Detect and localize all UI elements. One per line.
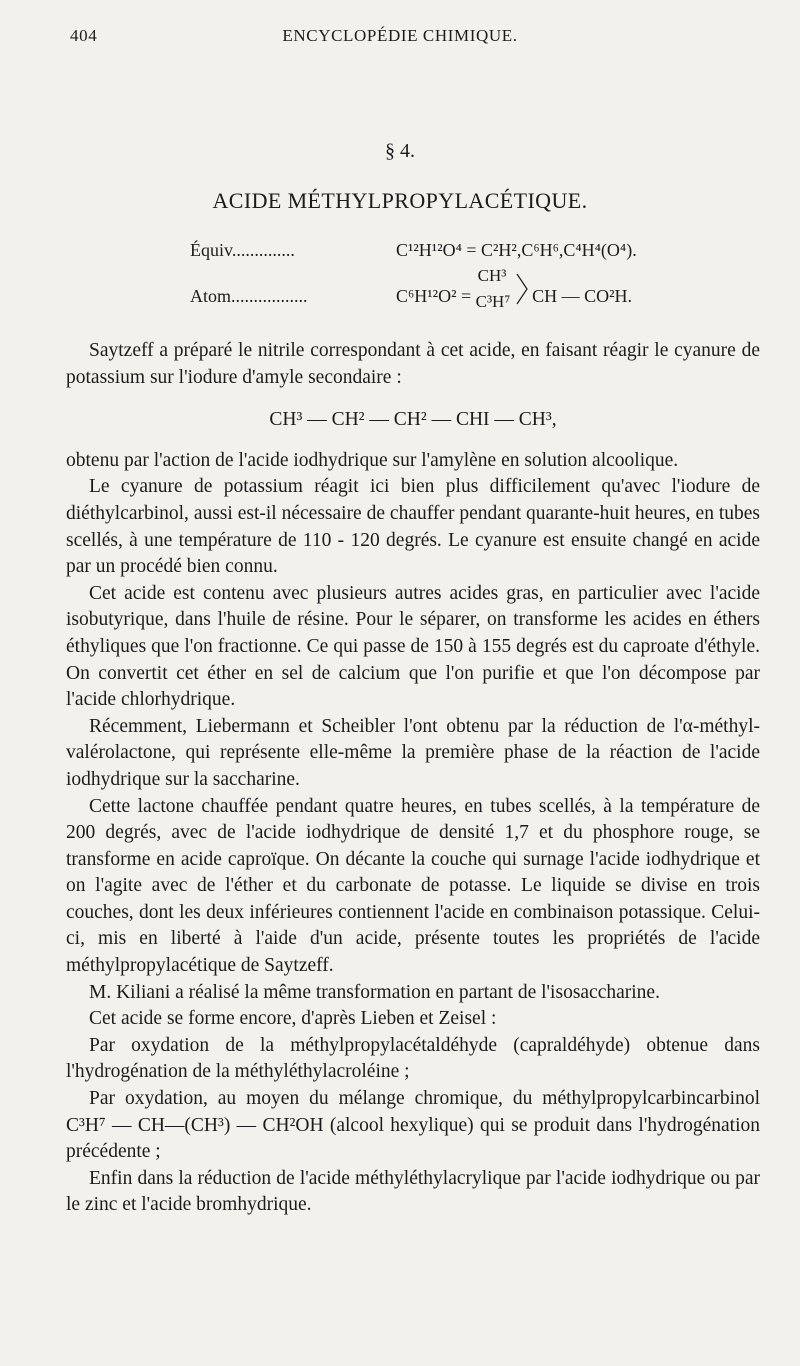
body-text xyxy=(66,338,760,1219)
section-number: § 4. xyxy=(385,140,415,162)
paragraph: M. Kiliani a réalisé la même transformation en partant de l'isosaccharine. xyxy=(89,981,660,1003)
paragraph: Cette lactone chauffée pendant quatre heures, en tubes scellés, à la température de 200 degrés, avec de l'acide iodhydrique de densité 1,7 et du phosphore rouge, se transforme en acide caproïque. On décante la couche qui surnage l'acide iodhydrique et on l'agite avec de l'éther et du carbonate de potasse. Le liquide se divise en trois couches, dont les deux inférieures contiennent l'acide en combinaison potassique. Celui-ci, mis en liberté à l'aide d'un acide, présente toutes les propriétés de l'acide méthylpropylacétique de Saytzeff. xyxy=(66,795,760,977)
chapter-title: ACIDE MÉTHYLPROPYLACÉTIQUE. xyxy=(212,188,588,213)
formula-equiv-row xyxy=(190,240,637,261)
page-number: 404 xyxy=(70,26,98,45)
paragraph: Cet acide se forme encore, d'après Lieben et Zeisel : xyxy=(89,1008,497,1030)
branch-top-group: CH³ xyxy=(477,266,507,285)
branch-bracket-icon xyxy=(516,272,528,306)
paragraph: Récemment, Liebermann et Scheibler l'ont obtenu par la réduction de l'α-méthyl-valérolactone, qui représente elle-même la première phase de la réaction de l'acide iodhydrique sur la saccharine. xyxy=(66,715,760,790)
formula-atom-lhs: C⁶H¹²O² = xyxy=(396,286,472,306)
paragraph: Le cyanure de potassium réagit ici bien plus difficilement qu'avec l'iodure de diéthylcarbinol, aussi est-il nécessaire de chauffer pendant quarante-huit heures, en tubes scellés, à une température de 110 - 120 degrés. Le cyanure est ensuite changé en acide par un procédé bien connu. xyxy=(66,476,760,578)
paragraph: Par oxydation, au moyen du mélange chromique, du méthylpropylcarbincarbinol C³H⁷ — CH—(CH³) — CH²OH (alcool hexylique) qui se produit dans l'hydrogénation précédente ; xyxy=(66,1088,760,1163)
formula-atom-label: Atom................. xyxy=(190,286,308,306)
formula-atom-rhs: CH — CO²H. xyxy=(532,286,633,306)
running-header xyxy=(70,26,730,50)
formula-line: CH³ — CH² — CH² — CHI — CH³, xyxy=(269,409,557,431)
paragraph: obtenu par l'action de l'acide iodhydrique sur l'amylène en solution alcoolique. xyxy=(66,449,679,471)
paragraph: Par oxydation de la méthylpropylacétaldéhyde (capraldéhyde) obtenue dans l'hydrogénation de la méthyléthylacroléine ; xyxy=(66,1034,760,1083)
formula-equiv-label: Équiv.............. xyxy=(190,240,295,260)
branch-bottom-group: C³H⁷ xyxy=(475,292,511,311)
formula-atom-row xyxy=(190,266,633,312)
formula-atom-branch xyxy=(475,266,528,312)
running-title: ENCYCLOPÉDIE CHIMIQUE. xyxy=(282,26,518,45)
paragraph: Enfin dans la réduction de l'acide méthyléthylacrylique par l'acide iodhydrique ou par le zinc et l'acide bromhydrique. xyxy=(66,1167,760,1216)
formula-equiv-value: C¹²H¹²O⁴ = C²H²,C⁶H⁶,C⁴H⁴(O⁴). xyxy=(396,240,637,260)
paragraph: Cet acide est contenu avec plusieurs autres acides gras, en particulier avec l'acide isobutyrique, dans l'huile de résine. Pour le séparer, on transforme les acides en éthers éthyliques que l'on fractionne. Ce qui passe de 150 à 155 degrés est du caproate d'éthyle. On convertit cet éther en sel de calcium que l'on purifie et que l'on décompose par l'acide chlorhydrique. xyxy=(66,582,760,711)
paragraph: Saytzeff a préparé le nitrile correspondant à cet acide, en faisant réagir le cyanure de potassium sur l'iodure d'amyle secondaire : xyxy=(66,340,760,388)
